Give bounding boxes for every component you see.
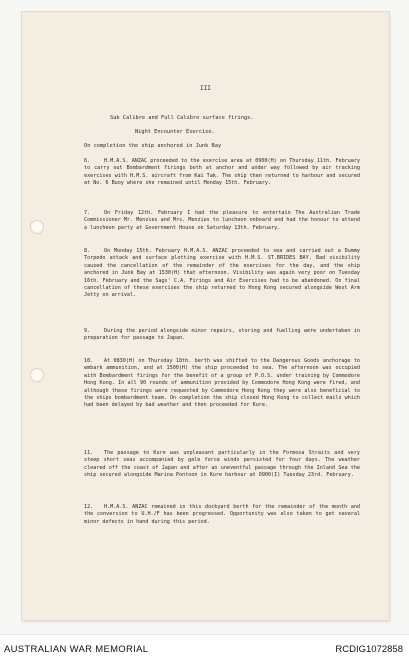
paragraph-text: On Monday 15th. February H.M.A.S. ANZAC proceeded to sea and carried out a Dummy Torpedo attack and surface plotting exercise with H.M.S. ST.BRIDES BAY. Bad visibility caused the cancellation of the remainder of the exercises for the day, and the ship anchored in Junk Bay at 1530(H) that afternoon. Visibility was again very poor on Tuesday 16th. February and the Sags' C.A. Firings and Air Exercises had to be abandoned. On final cancellation of these exercises the ship returned to Hong Kong secured alongside West Arm Jetty on arrival. (84, 248, 360, 299)
paragraph-text: H.M.A.S. ANZAC remained in this dockyard berth for the remainder of the month and the conversion to U.H./F has been progressed. Opportunity was also taken to get several minor defects in hand during this period. (84, 504, 360, 525)
paragraph-number: 11. (84, 450, 94, 456)
archive-footer (0, 634, 409, 667)
punch-hole (30, 368, 44, 382)
paragraph-number: 8. (84, 248, 91, 254)
paragraph-number: 9. (84, 328, 91, 334)
paragraph-number: 6. (84, 158, 91, 164)
punch-hole (30, 220, 44, 234)
document-page (22, 12, 389, 620)
section-heading: Sub Calibre and Full Calibre surface firings. (110, 115, 254, 121)
paragraph-text: At 0830(H) on Thursday 18th. berth was shifted to the Dangerous Goods anchorage to embark ammunition, and at 1500(H) the ship proceeded to sea. The afternoon was occupied with Bombardment firings for the benefit of a group of P.O.S. under training by Commodore Hong Kong. In all 90 rounds of ammunition provided by Commodore Hong Kong were fired, and although these firings were requested by Commodore Hong Kong they were also beneficial to the ships bombardment team. On completion the ship closed Hong Kong to collect mails which had been delayed by bad weather and then proceeded for Kure. (84, 358, 361, 409)
page-number: III (200, 85, 211, 92)
intro-line: On completion the ship anchored in Junk Bay (84, 143, 222, 149)
paragraph-number: 7. (84, 210, 91, 216)
paragraph-number: 12. (84, 504, 94, 510)
paragraph-text: During the period alongside minor repairs, storing and fuelling were undertaken in preparation for passage to Japan. (84, 328, 360, 342)
paragraph-text: The passage to Kure was unpleasant particularly in the Formosa Straits and very steep short seas accompanied by gale force winds persisted for four days. The weather cleared off the coast of Japan and after an uneventful passage through the Inland Sea the ship secured alongside Marina Pontoon in Kure harbour at 0900(I) Tuesday 23rd. February. (84, 450, 360, 479)
record-id: RCDIG1072858 (335, 644, 403, 655)
archive-name: AUSTRALIAN WAR MEMORIAL (4, 644, 149, 655)
paragraph-number: 10. (84, 358, 94, 364)
paragraph-text: On Friday 12th. February I had the pleasure to entertain The Australian Trade Commissioner Mr. Menzies and Mrs. Menzies to luncheon onboard and had the honour to attend a luncheon party at Government House on Saturday 13th. February. (84, 210, 361, 231)
section-subheading: Night Encounter Exercise. (135, 129, 215, 135)
paragraph-text: H.M.A.S. ANZAC proceeded to the exercise area at 0900(H) on Thursday 11th. February to carry out Bombardment firings both at anchor and under way followed by air tracking exercises with H.M.S. aircraft from Kai Tak. The ship then returned to harbour and secured at No. 6 Buoy where she remained until Monday 15th. February. (84, 158, 361, 187)
